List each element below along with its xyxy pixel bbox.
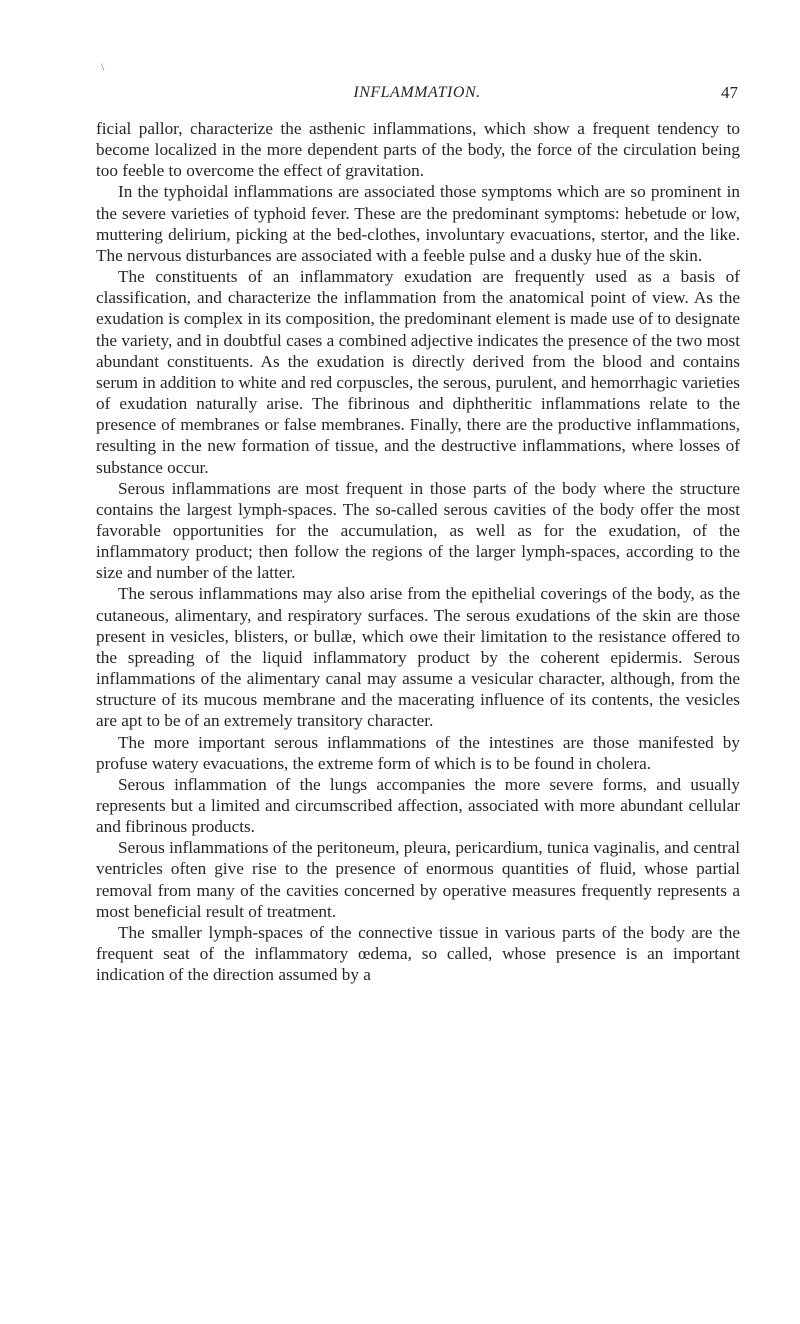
paragraph-intestines: The more important serous inflammations of the intestines are those manifested by profuse watery evacuations, the extreme form of which is to be found in cholera. xyxy=(96,732,740,773)
page-number: 47 xyxy=(721,83,738,102)
paragraph-peritoneum: Serous inflammations of the peritoneum, pleura, pericardium, tunica vaginalis, and central ventricles often give rise to the presence of enormous quantities of fluid, whose partial removal from many of the cavities concerned by operative measures frequently represents a most beneficial result of treatment. xyxy=(96,838,740,921)
paragraph-asthenic-continuation: ficial pallor, characterize the asthenic inflammations, which show a frequent tendency to become localized in the more dependent parts of the body, the force of the circulation being too feeble to overcome the effect of gravitation. xyxy=(96,119,740,181)
running-title: INFLAMMATION. xyxy=(353,84,481,101)
paragraph-constituents: The constituents of an inflammatory exudation are frequently used as a basis of classification, and characterize the inflammation from the anatomical point of view. As the exudation is complex in its composition, the predominant element is made use of to designate the variety, and in doubtful cases a combined adjective indicates the presence of the two most abundant constituents. As the exudation is directly derived from the blood and contains serum in addition to white and red corpuscles, the serous, purulent, and hemorrhagic varieties of exudation naturally arise. The fibrinous and diphtheritic inflammations relate to the presence of membranes or false membranes. Finally, there are the productive inflammations, resulting in the new formation of tissue, and the destructive inflammations, where losses of substance occur. xyxy=(96,267,740,477)
paragraph-connective-tissue: The smaller lymph-spaces of the connective tissue in various parts of the body are the frequent seat of the inflammatory œdema, so called, whose presence is an important indication of the direction assumed by a xyxy=(96,922,740,985)
paragraph-epithelial-coverings: The serous inflammations may also arise from the epithelial coverings of the body, as the cutaneous, alimentary, and respiratory surfaces. The serous exudations of the skin are those present in vesicles, blisters, or bullæ, which owe their limitation to the resistance offered to the spreading of the liquid inflammatory product by the coherent epidermis. Serous inflammations of the alimentary canal may assume a vesicular character, although, from the structure of its mucous membrane and the macerating influence of its contents, the vesicles are apt to be of an extremely transitory character. xyxy=(96,584,740,731)
stray-mark: \ xyxy=(101,60,105,74)
paragraph-typhoidal: In the typhoidal inflammations are associated those symptoms which are so prominent in the severe varieties of typhoid fever. These are the predominant symptoms: hebetude or low, muttering delirium, picking at the bed-clothes, involuntary evacuations, stertor, and the like. The nervous disturbances are associated with a feeble pulse and a dusky hue of the skin. xyxy=(96,182,740,265)
paragraph-lungs: Serous inflammation of the lungs accompanies the more severe forms, and usually represents but a limited and circumscribed affection, associated with more abundant cellular and fibrinous products. xyxy=(96,774,740,837)
paragraph-serous-lymph-spaces: Serous inflammations are most frequent in those parts of the body where the structure contains the largest lymph-spaces. The so-called serous cavities of the body offer the most favorable opportunities for the accumulation, as well as for the exudation, of the inflammatory product; then follow the regions of the larger lymph-spaces, according to the size and number of the latter. xyxy=(96,478,740,583)
running-head xyxy=(96,84,738,108)
body-text xyxy=(96,118,740,985)
